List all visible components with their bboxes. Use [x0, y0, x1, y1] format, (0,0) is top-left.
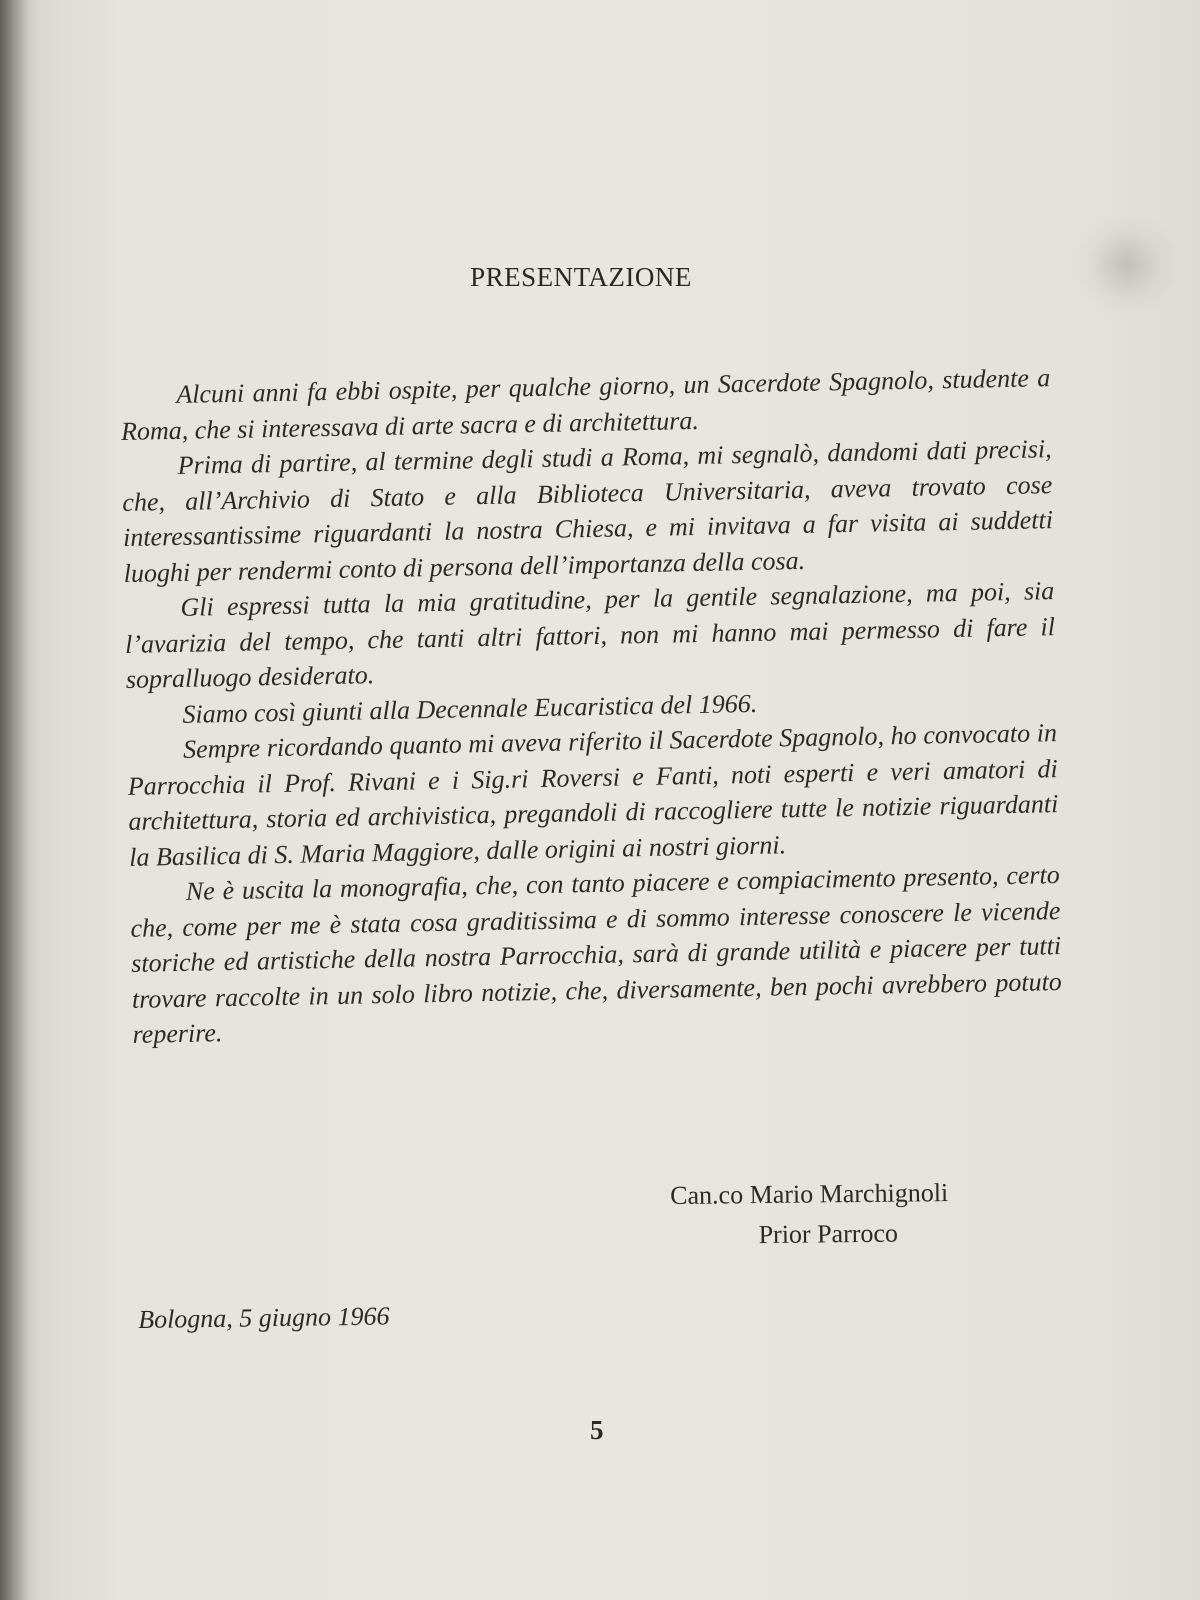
body-text: [120, 360, 1063, 1052]
page-title: PRESENTAZIONE: [470, 262, 692, 292]
signature-name: Can.co Mario Marchignoli: [670, 1178, 949, 1210]
place-date: Bologna, 5 giugno 1966: [138, 1301, 390, 1334]
paragraph: Ne è uscita la monografia, che, con tanto piacere e compiacimento presento, certo che, come per me è stata cosa graditissima e di sommo interesse conoscere le vicende storiche ed artistiche della nostra Parrocchia, sarà di grande utilità e piacere per tutti trovare raccolte in un solo libro notizie, che, diversamente, ben pochi avrebbero potuto reperire.: [130, 860, 1063, 1049]
page-number: 5: [590, 1415, 604, 1445]
paragraph: Gli espressi tutta la mia gratitudine, per la gentile segnalazione, ma poi, sia l’avarizia del tempo, che tanti altri fattori, non mi hanno mai permesso di fare il sopralluogo desiderato.: [124, 576, 1056, 694]
binding-shadow: [0, 0, 28, 1600]
paragraph: Prima di partire, al termine degli studi a Roma, mi segnalò, dandomi dati precisi, che, all’Archivio di Stato e alla Biblioteca Universitaria, aveva trovato cose interessantissime riguardanti la nostra Chiesa, e mi invitava a far visita ai suddetti luoghi per rendermi conto di persona dell’importanza della cosa.: [122, 434, 1054, 588]
paragraph: Siamo così giunti alla Decennale Eucaristica del 1966.: [182, 688, 758, 729]
paragraph: Alcuni anni fa ebbi ospite, per qualche giorno, un Sacerdote Spagnolo, studente a Roma, che si interessava di arte sacra e di architettura.: [120, 363, 1051, 446]
paragraph: Sempre ricordando quanto mi aveva riferito il Sacerdote Spagnolo, ho convocato in Parrocchia il Prof. Rivani e i Sig.ri Roversi e Fanti, noti esperti e veri amatori di architettura, storia ed archivistica, pregandoli di raccogliere tutte le notizie riguardanti la Basilica di S. Maria Maggiore, dalle origini ai nostri giorni.: [127, 718, 1059, 872]
signature-block: [670, 1172, 1031, 1256]
signature-role: Prior Parroco: [758, 1218, 899, 1250]
